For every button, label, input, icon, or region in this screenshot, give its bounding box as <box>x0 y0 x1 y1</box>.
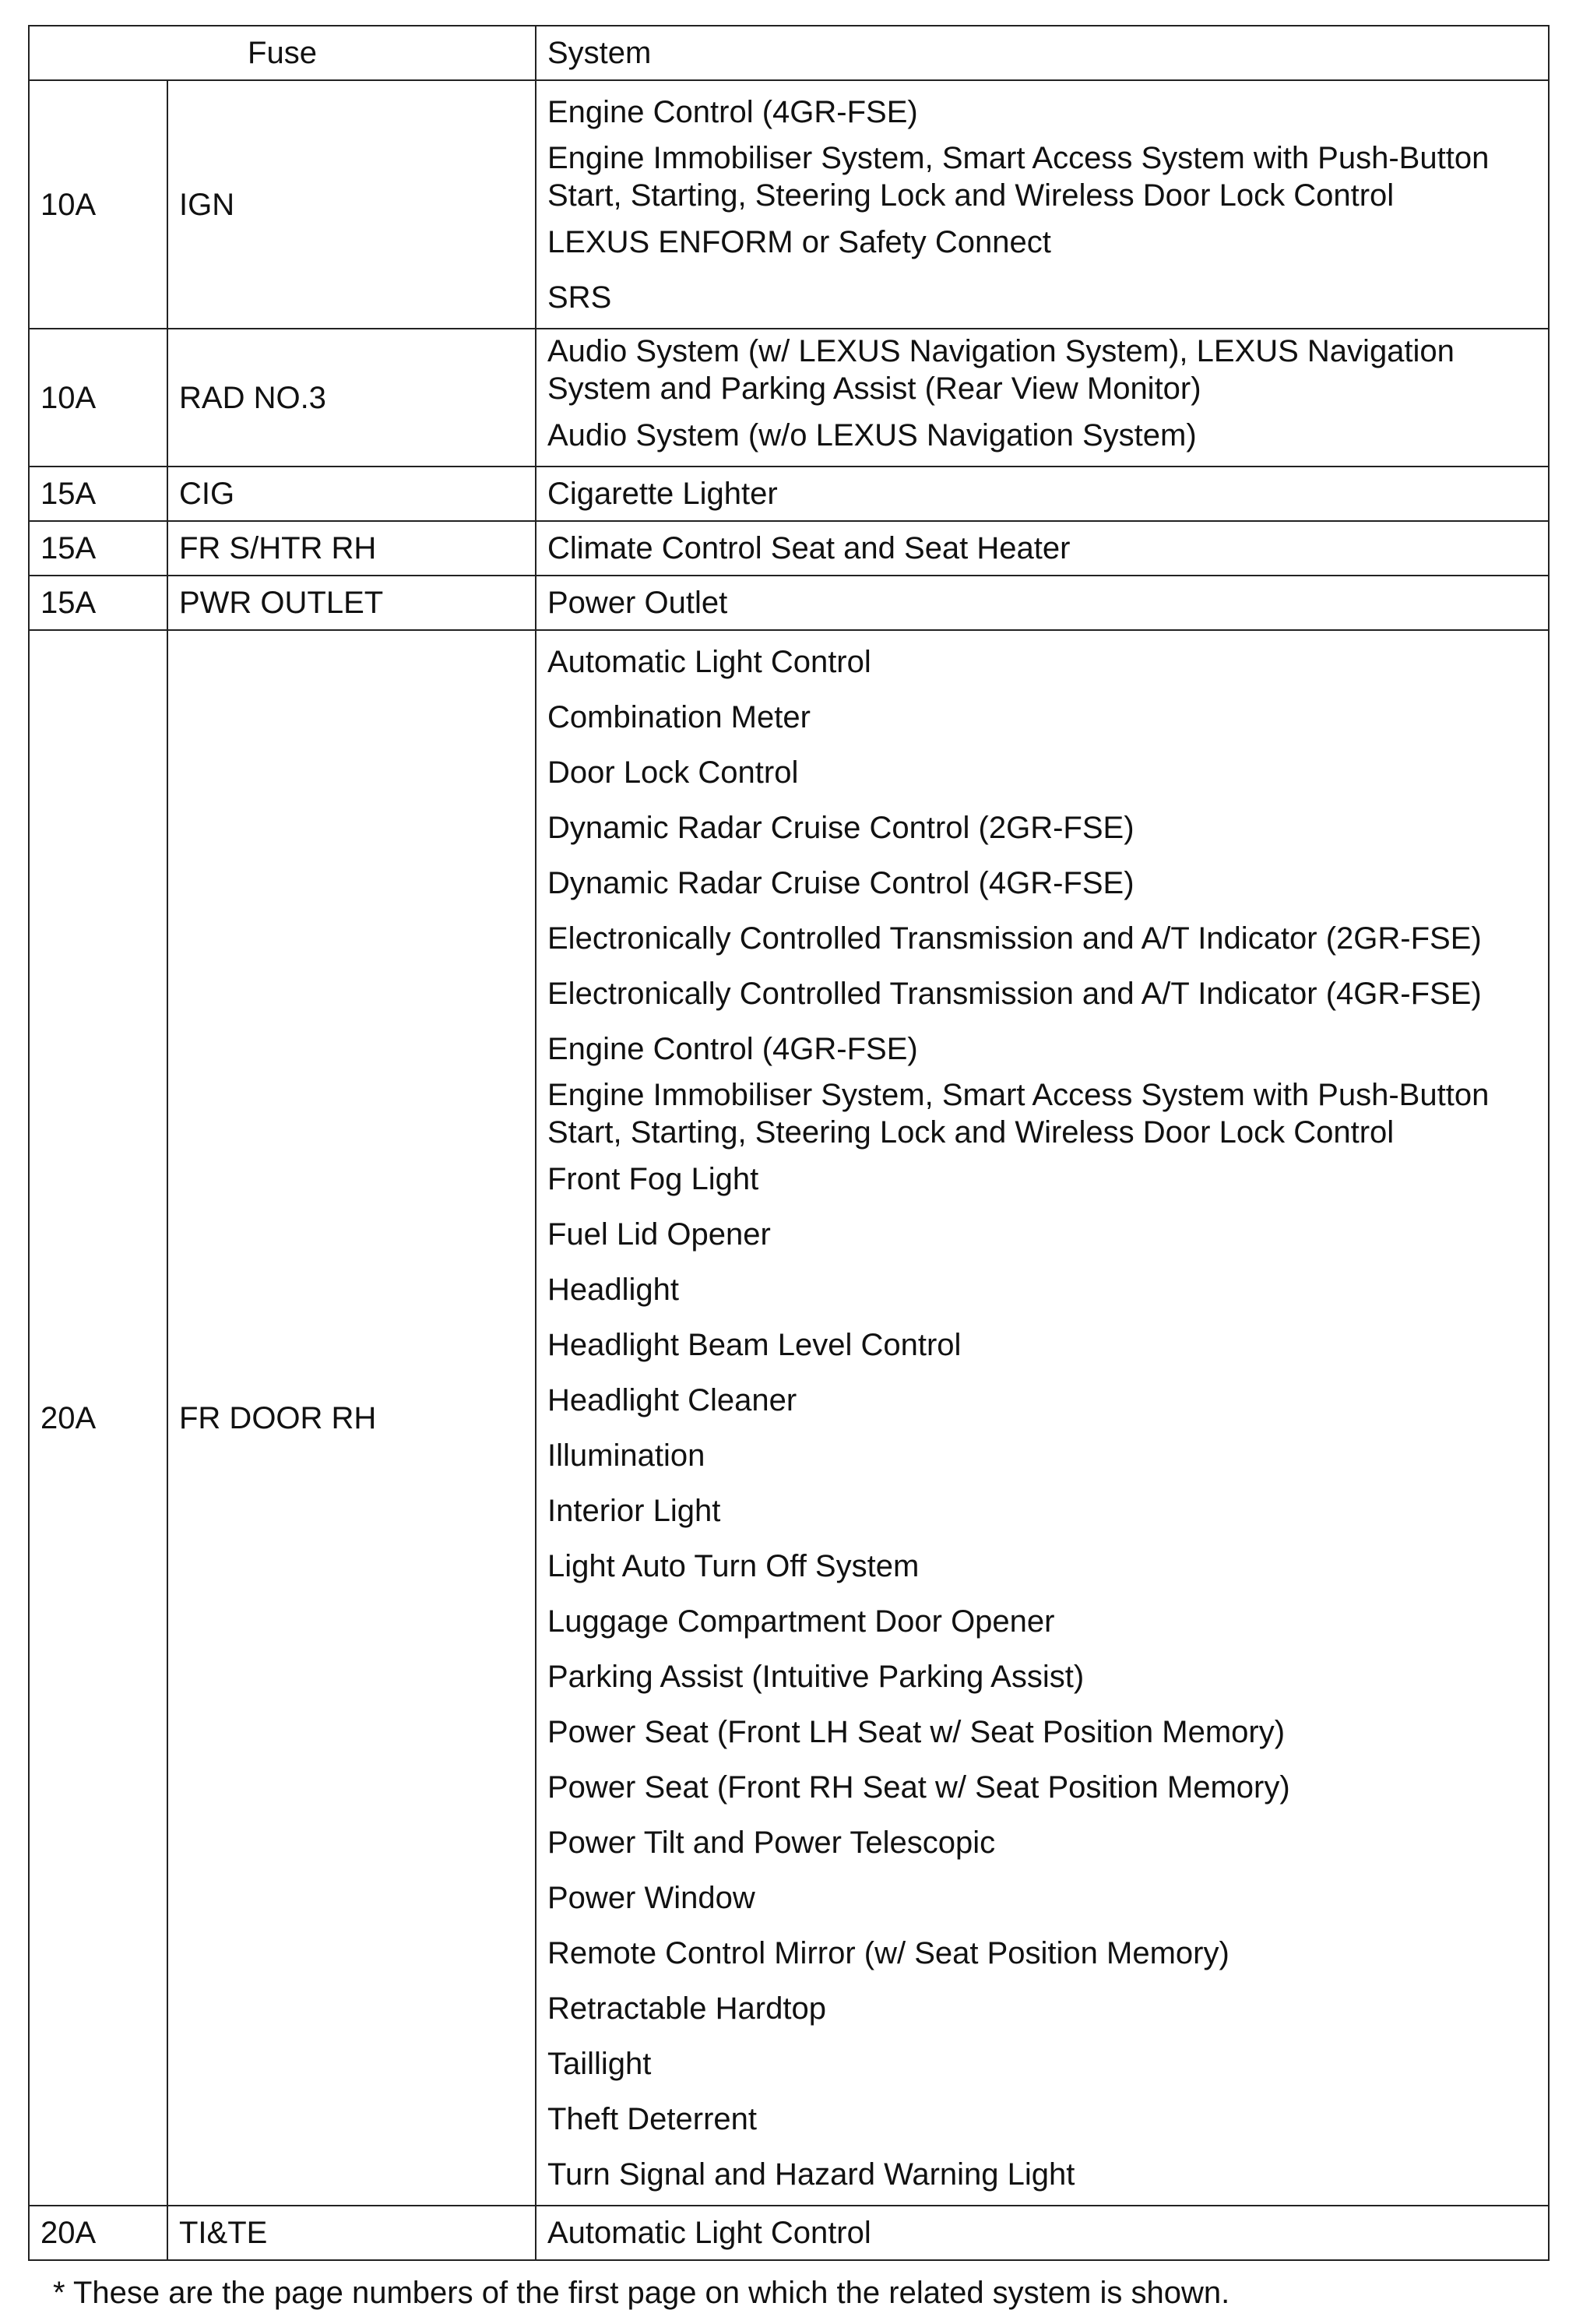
system-list <box>547 81 1537 328</box>
system-item: Theft Deterrent <box>547 2101 758 2136</box>
system-item: Cigarette Lighter <box>547 477 778 511</box>
fuse-name: RAD NO.3 <box>167 329 536 467</box>
fuse-row <box>29 467 1549 521</box>
fuse-amperage: 10A <box>29 329 167 467</box>
fuse-system-table <box>28 25 1550 2261</box>
header-system: System <box>536 26 1549 80</box>
system-cell <box>536 80 1549 329</box>
system-item: Power Seat (Front RH Seat w/ Seat Position Memory) <box>547 1769 1290 1805</box>
system-item: Interior Light <box>547 1493 721 1528</box>
system-item: Climate Control Seat and Seat Heater <box>547 531 1071 565</box>
fuse-amperage: 10A <box>29 80 167 329</box>
fuse-table-body <box>29 26 1549 2260</box>
fuse-amperage: 15A <box>29 576 167 630</box>
system-item: LEXUS ENFORM or Safety Connect <box>547 224 1051 259</box>
fuse-name: FR DOOR RH <box>167 630 536 2206</box>
table-header-row <box>29 26 1549 80</box>
system-item: Engine Control (4GR-FSE) <box>547 94 918 129</box>
system-item: Audio System (w/ LEXUS Navigation System), LEXUS Navigation System and Parking Assist (Rear View Monitor) <box>547 334 1455 406</box>
system-item: Engine Control (4GR-FSE) <box>547 1031 918 1066</box>
system-item: Remote Control Mirror (w/ Seat Position Memory) <box>547 1935 1229 1970</box>
fuse-amperage: 20A <box>29 2206 167 2260</box>
system-item: Automatic Light Control <box>547 2216 871 2250</box>
fuse-name: FR S/HTR RH <box>167 521 536 576</box>
system-item: Light Auto Turn Off System <box>547 1548 920 1583</box>
system-item: Headlight <box>547 1272 680 1307</box>
fuse-row <box>29 329 1549 467</box>
fuse-amperage: 15A <box>29 521 167 576</box>
system-item: Audio System (w/o LEXUS Navigation System) <box>547 417 1197 452</box>
fuse-row <box>29 576 1549 630</box>
system-list <box>547 522 1537 575</box>
system-item: Power Seat (Front LH Seat w/ Seat Position Memory) <box>547 1714 1286 1749</box>
system-item: Dynamic Radar Cruise Control (2GR-FSE) <box>547 810 1135 845</box>
system-list <box>547 631 1537 2205</box>
system-item: Power Outlet <box>547 586 728 620</box>
system-item: Parking Assist (Intuitive Parking Assist) <box>547 1659 1085 1694</box>
fuse-row <box>29 521 1549 576</box>
system-cell <box>536 467 1549 521</box>
system-item: Combination Meter <box>547 699 811 734</box>
header-fuse: Fuse <box>29 26 536 80</box>
system-list <box>547 467 1537 520</box>
fuse-name: CIG <box>167 467 536 521</box>
fuse-name: IGN <box>167 80 536 329</box>
system-item: Headlight Cleaner <box>547 1382 797 1417</box>
fuse-row <box>29 80 1549 329</box>
system-item: Headlight Beam Level Control <box>547 1327 962 1362</box>
system-item: Electronically Controlled Transmission and A/T Indicator (2GR-FSE) <box>547 921 1482 956</box>
footnote: * These are the page numbers of the first page on which the related system is shown. <box>53 2276 1230 2310</box>
system-item: Door Lock Control <box>547 755 799 790</box>
system-item: Electronically Controlled Transmission and A/T Indicator (4GR-FSE) <box>547 976 1482 1011</box>
system-item: Engine Immobiliser System, Smart Access System with Push-Button Start, Starting, Steering Lock and Wireless Door Lock Control <box>547 1078 1490 1150</box>
system-item: Power Window <box>547 1880 755 1915</box>
system-cell <box>536 630 1549 2206</box>
system-cell <box>536 329 1549 467</box>
system-list <box>547 329 1537 466</box>
system-item: Fuel Lid Opener <box>547 1217 771 1252</box>
system-item: Automatic Light Control <box>547 644 871 679</box>
system-item: Turn Signal and Hazard Warning Light <box>547 2157 1075 2192</box>
system-list <box>547 2206 1537 2259</box>
system-item: Retractable Hardtop <box>547 1991 826 2026</box>
system-item: Illumination <box>547 1438 705 1473</box>
fuse-amperage: 15A <box>29 467 167 521</box>
system-item: Luggage Compartment Door Opener <box>547 1604 1055 1639</box>
fuse-row <box>29 630 1549 2206</box>
fuse-amperage: 20A <box>29 630 167 2206</box>
system-cell <box>536 2206 1549 2260</box>
system-item: Power Tilt and Power Telescopic <box>547 1825 996 1860</box>
system-item: Front Fog Light <box>547 1161 759 1196</box>
fuse-name: TI&TE <box>167 2206 536 2260</box>
system-list <box>547 576 1537 629</box>
system-item: Engine Immobiliser System, Smart Access System with Push-Button Start, Starting, Steering Lock and Wireless Door Lock Control <box>547 141 1490 213</box>
fuse-row <box>29 2206 1549 2260</box>
system-cell <box>536 521 1549 576</box>
system-item: Dynamic Radar Cruise Control (4GR-FSE) <box>547 865 1135 900</box>
system-item: Taillight <box>547 2046 652 2081</box>
fuse-name: PWR OUTLET <box>167 576 536 630</box>
system-cell <box>536 576 1549 630</box>
system-item: SRS <box>547 280 612 315</box>
